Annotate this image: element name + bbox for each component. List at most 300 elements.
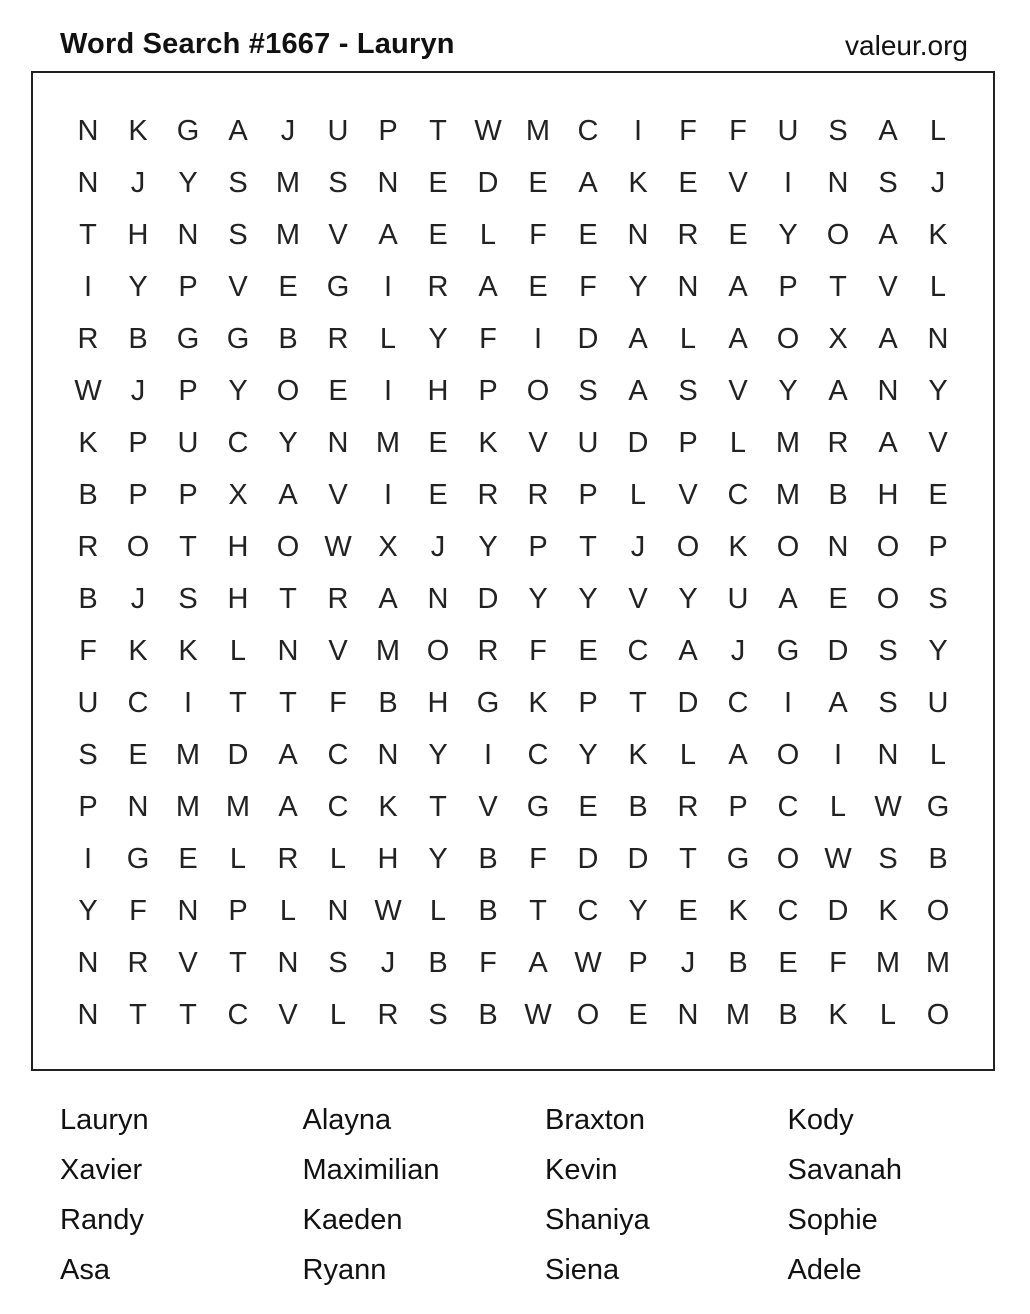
grid-cell[interactable]: I [833, 738, 843, 771]
grid-cell[interactable]: F [579, 270, 597, 303]
grid-cell[interactable]: P [178, 270, 198, 303]
grid-cell[interactable]: P [628, 946, 648, 979]
grid-cell[interactable]: N [77, 166, 99, 199]
grid-cell[interactable]: V [628, 582, 648, 615]
grid-cell[interactable]: P [228, 894, 248, 927]
grid-cell[interactable]: L [429, 894, 447, 927]
grid-cell[interactable]: C [727, 478, 749, 511]
grid-cell[interactable]: L [479, 218, 497, 251]
grid-cell[interactable]: S [228, 218, 248, 251]
grid-cell[interactable]: A [628, 374, 648, 407]
grid-cell[interactable]: D [827, 634, 849, 667]
grid-cell[interactable]: S [828, 114, 848, 147]
grid-cell[interactable]: G [526, 790, 550, 823]
grid-cell[interactable]: I [383, 374, 393, 407]
grid-cell[interactable]: G [226, 322, 250, 355]
grid-cell[interactable]: E [578, 790, 598, 823]
grid-cell[interactable]: V [328, 634, 348, 667]
grid-cell[interactable]: C [227, 998, 249, 1031]
grid-cell[interactable]: N [827, 530, 849, 563]
grid-cell[interactable]: Y [128, 270, 148, 303]
grid-cell[interactable]: W [74, 374, 102, 407]
grid-cell[interactable]: W [474, 114, 502, 147]
grid-cell[interactable]: B [278, 322, 298, 355]
grid-cell[interactable]: B [128, 322, 148, 355]
grid-cell[interactable]: E [578, 634, 598, 667]
grid-cell[interactable]: A [778, 582, 798, 615]
grid-cell[interactable]: O [926, 998, 950, 1031]
grid-cell[interactable]: N [677, 998, 699, 1031]
grid-cell[interactable]: A [878, 426, 898, 459]
grid-cell[interactable]: D [577, 842, 599, 875]
grid-cell[interactable]: A [378, 218, 398, 251]
grid-cell[interactable]: Y [78, 894, 98, 927]
grid-cell[interactable]: Y [228, 374, 248, 407]
grid-cell[interactable]: T [579, 530, 597, 563]
grid-cell[interactable]: N [177, 218, 199, 251]
grid-cell[interactable]: V [528, 426, 548, 459]
grid-cell[interactable]: T [679, 842, 697, 875]
grid-cell[interactable]: N [827, 166, 849, 199]
grid-cell[interactable]: E [928, 478, 948, 511]
grid-cell[interactable]: L [229, 842, 247, 875]
grid-cell[interactable]: Y [678, 582, 698, 615]
grid-cell[interactable]: C [527, 738, 549, 771]
grid-cell[interactable]: F [679, 114, 697, 147]
grid-cell[interactable]: E [728, 218, 748, 251]
grid-cell[interactable]: R [477, 478, 499, 511]
grid-cell[interactable]: D [627, 426, 649, 459]
grid-cell[interactable]: B [428, 946, 448, 979]
grid-cell[interactable]: S [878, 166, 898, 199]
grid-cell[interactable]: P [378, 114, 398, 147]
grid-cell[interactable]: A [828, 686, 848, 719]
grid-cell[interactable]: S [78, 738, 98, 771]
grid-cell[interactable]: F [529, 218, 547, 251]
grid-cell[interactable]: V [228, 270, 248, 303]
grid-cell[interactable]: S [178, 582, 198, 615]
grid-cell[interactable]: J [380, 946, 396, 979]
grid-cell[interactable]: A [678, 634, 698, 667]
grid-cell[interactable]: T [279, 582, 297, 615]
grid-cell[interactable]: B [478, 998, 498, 1031]
grid-cell[interactable]: O [826, 218, 850, 251]
grid-cell[interactable]: R [527, 478, 549, 511]
grid-cell[interactable]: E [178, 842, 198, 875]
grid-cell[interactable]: O [426, 634, 450, 667]
grid-cell[interactable]: B [628, 790, 648, 823]
grid-cell[interactable]: J [280, 114, 296, 147]
grid-cell[interactable]: J [680, 946, 696, 979]
grid-cell[interactable]: T [629, 686, 647, 719]
grid-cell[interactable]: E [528, 166, 548, 199]
grid-cell[interactable]: Y [178, 166, 198, 199]
grid-cell[interactable]: G [326, 270, 350, 303]
grid-cell[interactable]: T [429, 114, 447, 147]
grid-cell[interactable]: H [377, 842, 399, 875]
grid-cell[interactable]: Y [578, 582, 598, 615]
grid-cell[interactable]: P [478, 374, 498, 407]
grid-cell[interactable]: D [677, 686, 699, 719]
grid-cell[interactable]: R [327, 322, 349, 355]
grid-cell[interactable]: C [577, 894, 599, 927]
grid-cell[interactable]: Y [628, 270, 648, 303]
grid-cell[interactable]: K [178, 634, 198, 667]
grid-cell[interactable]: A [378, 582, 398, 615]
grid-cell[interactable]: L [679, 322, 697, 355]
grid-cell[interactable]: T [429, 790, 447, 823]
grid-cell[interactable]: N [77, 998, 99, 1031]
grid-cell[interactable]: B [478, 842, 498, 875]
grid-cell[interactable]: I [783, 686, 793, 719]
grid-cell[interactable]: F [329, 686, 347, 719]
grid-cell[interactable]: C [577, 114, 599, 147]
grid-cell[interactable]: O [776, 738, 800, 771]
grid-cell[interactable]: K [378, 790, 398, 823]
grid-cell[interactable]: L [279, 894, 297, 927]
grid-cell[interactable]: M [275, 166, 301, 199]
grid-cell[interactable]: V [278, 998, 298, 1031]
grid-cell[interactable]: I [783, 166, 793, 199]
grid-cell[interactable]: E [428, 166, 448, 199]
grid-cell[interactable]: E [328, 374, 348, 407]
grid-cell[interactable]: R [677, 218, 699, 251]
grid-cell[interactable]: K [828, 998, 848, 1031]
grid-cell[interactable]: L [629, 478, 647, 511]
grid-cell[interactable]: L [229, 634, 247, 667]
grid-cell[interactable]: M [175, 790, 201, 823]
grid-cell[interactable]: E [428, 426, 448, 459]
grid-cell[interactable]: F [129, 894, 147, 927]
grid-cell[interactable]: I [83, 842, 93, 875]
grid-cell[interactable]: C [627, 634, 649, 667]
grid-cell[interactable]: B [378, 686, 398, 719]
grid-cell[interactable]: S [428, 998, 448, 1031]
grid-cell[interactable]: C [777, 894, 799, 927]
grid-cell[interactable]: P [178, 374, 198, 407]
grid-cell[interactable]: T [829, 270, 847, 303]
grid-cell[interactable]: O [676, 530, 700, 563]
grid-cell[interactable]: R [127, 946, 149, 979]
grid-cell[interactable]: Y [478, 530, 498, 563]
grid-cell[interactable]: P [928, 530, 948, 563]
grid-cell[interactable]: B [478, 894, 498, 927]
grid-cell[interactable]: X [228, 478, 248, 511]
grid-cell[interactable]: N [277, 634, 299, 667]
grid-cell[interactable]: M [375, 426, 401, 459]
grid-cell[interactable]: V [728, 166, 748, 199]
grid-cell[interactable]: V [478, 790, 498, 823]
grid-cell[interactable]: O [876, 582, 900, 615]
grid-cell[interactable]: Y [778, 218, 798, 251]
grid-cell[interactable]: S [928, 582, 948, 615]
grid-cell[interactable]: O [276, 530, 300, 563]
grid-cell[interactable]: E [828, 582, 848, 615]
grid-cell[interactable]: F [479, 322, 497, 355]
grid-cell[interactable]: O [926, 894, 950, 927]
grid-cell[interactable]: P [178, 478, 198, 511]
grid-cell[interactable]: S [678, 374, 698, 407]
grid-cell[interactable]: A [728, 738, 748, 771]
grid-cell[interactable]: H [427, 686, 449, 719]
grid-cell[interactable]: Y [428, 738, 448, 771]
grid-cell[interactable]: J [130, 166, 146, 199]
grid-cell[interactable]: S [578, 374, 598, 407]
grid-cell[interactable]: C [227, 426, 249, 459]
grid-cell[interactable]: F [529, 842, 547, 875]
grid-cell[interactable]: U [577, 426, 599, 459]
grid-cell[interactable]: W [374, 894, 402, 927]
grid-cell[interactable]: R [77, 530, 99, 563]
grid-cell[interactable]: L [379, 322, 397, 355]
grid-cell[interactable]: J [430, 530, 446, 563]
grid-cell[interactable]: V [928, 426, 948, 459]
grid-cell[interactable]: Y [428, 322, 448, 355]
grid-cell[interactable]: T [79, 218, 97, 251]
grid-cell[interactable]: W [824, 842, 852, 875]
grid-cell[interactable]: B [78, 478, 98, 511]
grid-cell[interactable]: H [227, 530, 249, 563]
grid-cell[interactable]: G [176, 322, 200, 355]
grid-cell[interactable]: Y [578, 738, 598, 771]
grid-cell[interactable]: N [627, 218, 649, 251]
grid-cell[interactable]: M [925, 946, 951, 979]
grid-cell[interactable]: R [77, 322, 99, 355]
grid-cell[interactable]: A [278, 738, 298, 771]
grid-cell[interactable]: C [327, 790, 349, 823]
grid-cell[interactable]: T [229, 686, 247, 719]
grid-cell[interactable]: M [775, 426, 801, 459]
grid-cell[interactable]: P [678, 426, 698, 459]
grid-cell[interactable]: T [179, 998, 197, 1031]
grid-cell[interactable]: M [725, 998, 751, 1031]
grid-cell[interactable]: W [324, 530, 352, 563]
grid-cell[interactable]: R [477, 634, 499, 667]
grid-cell[interactable]: A [728, 322, 748, 355]
grid-cell[interactable]: N [327, 426, 349, 459]
grid-cell[interactable]: P [78, 790, 98, 823]
grid-cell[interactable]: L [729, 426, 747, 459]
grid-cell[interactable]: G [176, 114, 200, 147]
grid-cell[interactable]: G [726, 842, 750, 875]
grid-cell[interactable]: W [524, 998, 552, 1031]
grid-cell[interactable]: N [377, 166, 399, 199]
grid-cell[interactable]: T [229, 946, 247, 979]
grid-cell[interactable]: A [878, 114, 898, 147]
grid-cell[interactable]: K [628, 738, 648, 771]
grid-cell[interactable]: S [328, 166, 348, 199]
grid-cell[interactable]: D [577, 322, 599, 355]
grid-cell[interactable]: I [183, 686, 193, 719]
grid-cell[interactable]: K [528, 686, 548, 719]
grid-cell[interactable]: M [875, 946, 901, 979]
grid-cell[interactable]: A [828, 374, 848, 407]
grid-cell[interactable]: F [529, 634, 547, 667]
grid-cell[interactable]: R [827, 426, 849, 459]
grid-cell[interactable]: N [427, 582, 449, 615]
grid-cell[interactable]: N [127, 790, 149, 823]
grid-cell[interactable]: I [383, 478, 393, 511]
grid-cell[interactable]: I [83, 270, 93, 303]
grid-cell[interactable]: L [329, 842, 347, 875]
grid-cell[interactable]: F [729, 114, 747, 147]
grid-cell[interactable]: H [227, 582, 249, 615]
grid-cell[interactable]: D [627, 842, 649, 875]
grid-cell[interactable]: K [128, 634, 148, 667]
grid-cell[interactable]: K [928, 218, 948, 251]
grid-cell[interactable]: U [77, 686, 99, 719]
grid-cell[interactable]: P [728, 790, 748, 823]
grid-cell[interactable]: E [628, 998, 648, 1031]
grid-cell[interactable]: N [927, 322, 949, 355]
grid-cell[interactable]: T [129, 998, 147, 1031]
grid-cell[interactable]: P [578, 478, 598, 511]
grid-cell[interactable]: A [278, 478, 298, 511]
grid-cell[interactable]: M [375, 634, 401, 667]
grid-cell[interactable]: B [728, 946, 748, 979]
grid-cell[interactable]: X [828, 322, 848, 355]
grid-cell[interactable]: I [383, 270, 393, 303]
grid-cell[interactable]: A [228, 114, 248, 147]
grid-cell[interactable]: S [878, 634, 898, 667]
grid-cell[interactable]: K [128, 114, 148, 147]
grid-cell[interactable]: U [727, 582, 749, 615]
grid-cell[interactable]: C [127, 686, 149, 719]
grid-cell[interactable]: A [878, 322, 898, 355]
grid-cell[interactable]: C [777, 790, 799, 823]
grid-cell[interactable]: P [128, 426, 148, 459]
grid-cell[interactable]: P [128, 478, 148, 511]
grid-cell[interactable]: I [533, 322, 543, 355]
grid-cell[interactable]: O [576, 998, 600, 1031]
grid-cell[interactable]: L [929, 270, 947, 303]
grid-cell[interactable]: E [578, 218, 598, 251]
grid-cell[interactable]: R [277, 842, 299, 875]
grid-cell[interactable]: C [727, 686, 749, 719]
grid-cell[interactable]: V [328, 478, 348, 511]
grid-cell[interactable]: V [678, 478, 698, 511]
grid-cell[interactable]: L [929, 114, 947, 147]
grid-cell[interactable]: X [378, 530, 398, 563]
grid-cell[interactable]: E [428, 218, 448, 251]
grid-cell[interactable]: E [528, 270, 548, 303]
grid-cell[interactable]: M [225, 790, 251, 823]
grid-cell[interactable]: P [578, 686, 598, 719]
grid-cell[interactable]: J [130, 582, 146, 615]
grid-cell[interactable]: C [327, 738, 349, 771]
grid-cell[interactable]: M [275, 218, 301, 251]
grid-cell[interactable]: K [728, 894, 748, 927]
grid-cell[interactable]: V [878, 270, 898, 303]
grid-cell[interactable]: A [528, 946, 548, 979]
grid-cell[interactable]: A [478, 270, 498, 303]
grid-cell[interactable]: Y [428, 842, 448, 875]
grid-cell[interactable]: P [528, 530, 548, 563]
grid-cell[interactable]: B [78, 582, 98, 615]
grid-cell[interactable]: V [178, 946, 198, 979]
grid-cell[interactable]: B [928, 842, 948, 875]
grid-cell[interactable]: S [878, 842, 898, 875]
grid-cell[interactable]: K [878, 894, 898, 927]
grid-cell[interactable]: K [728, 530, 748, 563]
grid-cell[interactable]: U [927, 686, 949, 719]
grid-cell[interactable]: O [776, 842, 800, 875]
grid-cell[interactable]: N [327, 894, 349, 927]
grid-cell[interactable]: Y [278, 426, 298, 459]
grid-cell[interactable]: R [427, 270, 449, 303]
grid-cell[interactable]: N [177, 894, 199, 927]
grid-cell[interactable]: M [775, 478, 801, 511]
grid-cell[interactable]: G [926, 790, 950, 823]
grid-cell[interactable]: W [574, 946, 602, 979]
grid-cell[interactable]: H [427, 374, 449, 407]
grid-cell[interactable]: Y [778, 374, 798, 407]
grid-cell[interactable]: N [877, 374, 899, 407]
grid-cell[interactable]: A [278, 790, 298, 823]
grid-cell[interactable]: O [876, 530, 900, 563]
grid-cell[interactable]: Y [928, 374, 948, 407]
grid-cell[interactable]: J [730, 634, 746, 667]
grid-cell[interactable]: O [776, 322, 800, 355]
grid-cell[interactable]: U [777, 114, 799, 147]
grid-cell[interactable]: E [678, 894, 698, 927]
grid-cell[interactable]: F [829, 946, 847, 979]
grid-cell[interactable]: B [828, 478, 848, 511]
grid-cell[interactable]: E [428, 478, 448, 511]
grid-cell[interactable]: J [630, 530, 646, 563]
grid-cell[interactable]: R [377, 998, 399, 1031]
grid-cell[interactable]: D [477, 582, 499, 615]
grid-cell[interactable]: T [529, 894, 547, 927]
grid-cell[interactable]: N [77, 114, 99, 147]
grid-cell[interactable]: H [127, 218, 149, 251]
grid-cell[interactable]: S [878, 686, 898, 719]
grid-cell[interactable]: O [776, 530, 800, 563]
grid-cell[interactable]: A [578, 166, 598, 199]
grid-cell[interactable]: M [175, 738, 201, 771]
grid-cell[interactable]: G [776, 634, 800, 667]
grid-cell[interactable]: W [874, 790, 902, 823]
grid-cell[interactable]: A [878, 218, 898, 251]
grid-cell[interactable]: I [633, 114, 643, 147]
grid-cell[interactable]: L [829, 790, 847, 823]
grid-cell[interactable]: K [478, 426, 498, 459]
grid-cell[interactable]: V [328, 218, 348, 251]
grid-cell[interactable]: V [728, 374, 748, 407]
grid-cell[interactable]: N [677, 270, 699, 303]
grid-cell[interactable]: D [827, 894, 849, 927]
grid-cell[interactable]: F [79, 634, 97, 667]
grid-cell[interactable]: N [377, 738, 399, 771]
grid-cell[interactable]: D [227, 738, 249, 771]
grid-cell[interactable]: K [628, 166, 648, 199]
grid-cell[interactable]: J [930, 166, 946, 199]
grid-cell[interactable]: U [327, 114, 349, 147]
grid-cell[interactable]: L [929, 738, 947, 771]
grid-cell[interactable]: E [678, 166, 698, 199]
grid-cell[interactable]: E [278, 270, 298, 303]
grid-cell[interactable]: A [728, 270, 748, 303]
grid-cell[interactable]: P [778, 270, 798, 303]
grid-cell[interactable]: D [477, 166, 499, 199]
grid-cell[interactable]: J [130, 374, 146, 407]
grid-cell[interactable]: L [879, 998, 897, 1031]
grid-cell[interactable]: K [78, 426, 98, 459]
grid-cell[interactable]: N [277, 946, 299, 979]
grid-cell[interactable]: Y [628, 894, 648, 927]
grid-cell[interactable]: U [177, 426, 199, 459]
grid-cell[interactable]: G [476, 686, 500, 719]
